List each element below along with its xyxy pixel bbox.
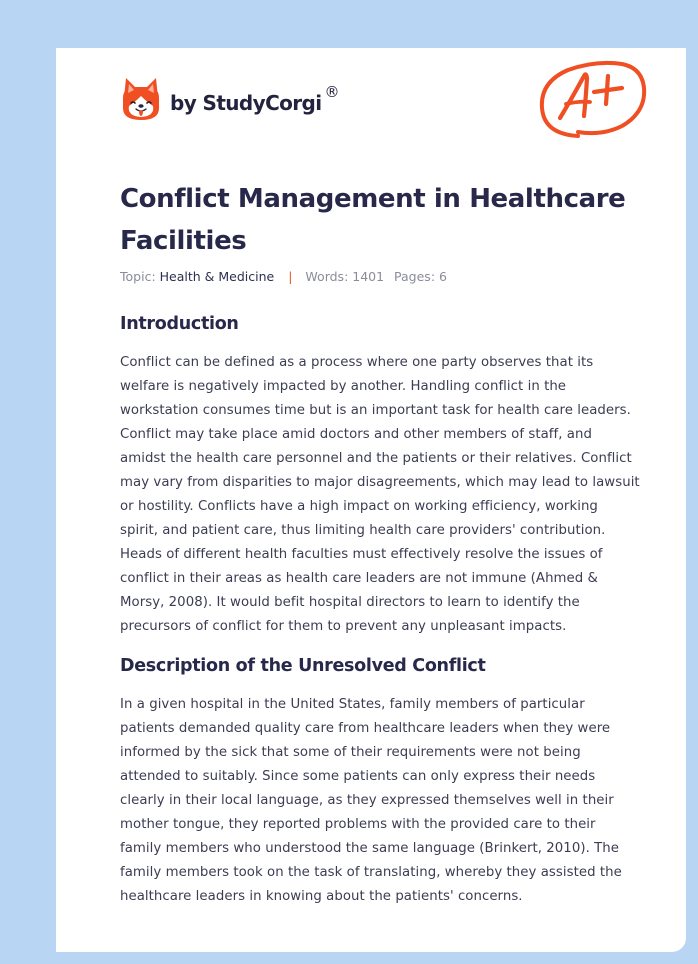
page-count: Pages: 6: [394, 269, 447, 284]
registered-mark: ®: [324, 83, 340, 101]
section-heading-unresolved-conflict: Description of the Unresolved Conflict: [120, 656, 486, 676]
meta-separator: |: [288, 269, 293, 284]
document-body: [120, 310, 640, 909]
topic-label: Topic:: [120, 269, 156, 284]
section-heading-introduction: Introduction: [120, 314, 239, 334]
document-meta: [120, 269, 447, 284]
word-count: Words: 1401: [305, 269, 385, 284]
document-card: [56, 48, 686, 952]
logo-text: by StudyCorgi: [170, 91, 322, 115]
a-plus-grade-icon: [538, 58, 648, 140]
section-paragraph-introduction: Conflict can be defined as a process where one party observes that its welfare is negatively impacted by another. Handling conflict in the workstation consumes time but is an important task for health care leaders. Conflict may take place amid doctors and other members of staff, and amidst the health care personnel and the patients or their relatives. Conflict may vary from disparities to major disagreements, which may lead to lawsuit or hostility. Conflicts have a high impact on working efficiency, working spirit, and patient care, thus limiting health care providers' contribution. Heads of different health faculties must effectively resolve the issues of conflict in their areas as health care leaders are not immune (Ahmed & Morsy, 2008). It would befit hospital directors to learn to identify the precursors of conflict for them to prevent any unpleasant impacts.: [120, 355, 640, 634]
studycorgi-logo[interactable]: [121, 74, 340, 124]
topic-link[interactable]: Health & Medicine: [159, 269, 275, 284]
document-title: Conflict Management in Healthcare Facilities: [120, 184, 626, 256]
corgi-icon: [121, 76, 161, 122]
section-paragraph-unresolved-conflict: In a given hospital in the United States, family members of particular patients demanded quality care from healthcare leaders when they were informed by the sick that some of their requirements were not being attended to suitably. Since some patients can only express their needs clearly in their local language, as they expressed themselves well in their mother tongue, they reported problems with the provided care to their family members who understood the same language (Brinkert, 2010). The family members took on the task of translating, whereby they assisted the healthcare leaders in knowing about the patients' concerns.: [120, 697, 622, 904]
